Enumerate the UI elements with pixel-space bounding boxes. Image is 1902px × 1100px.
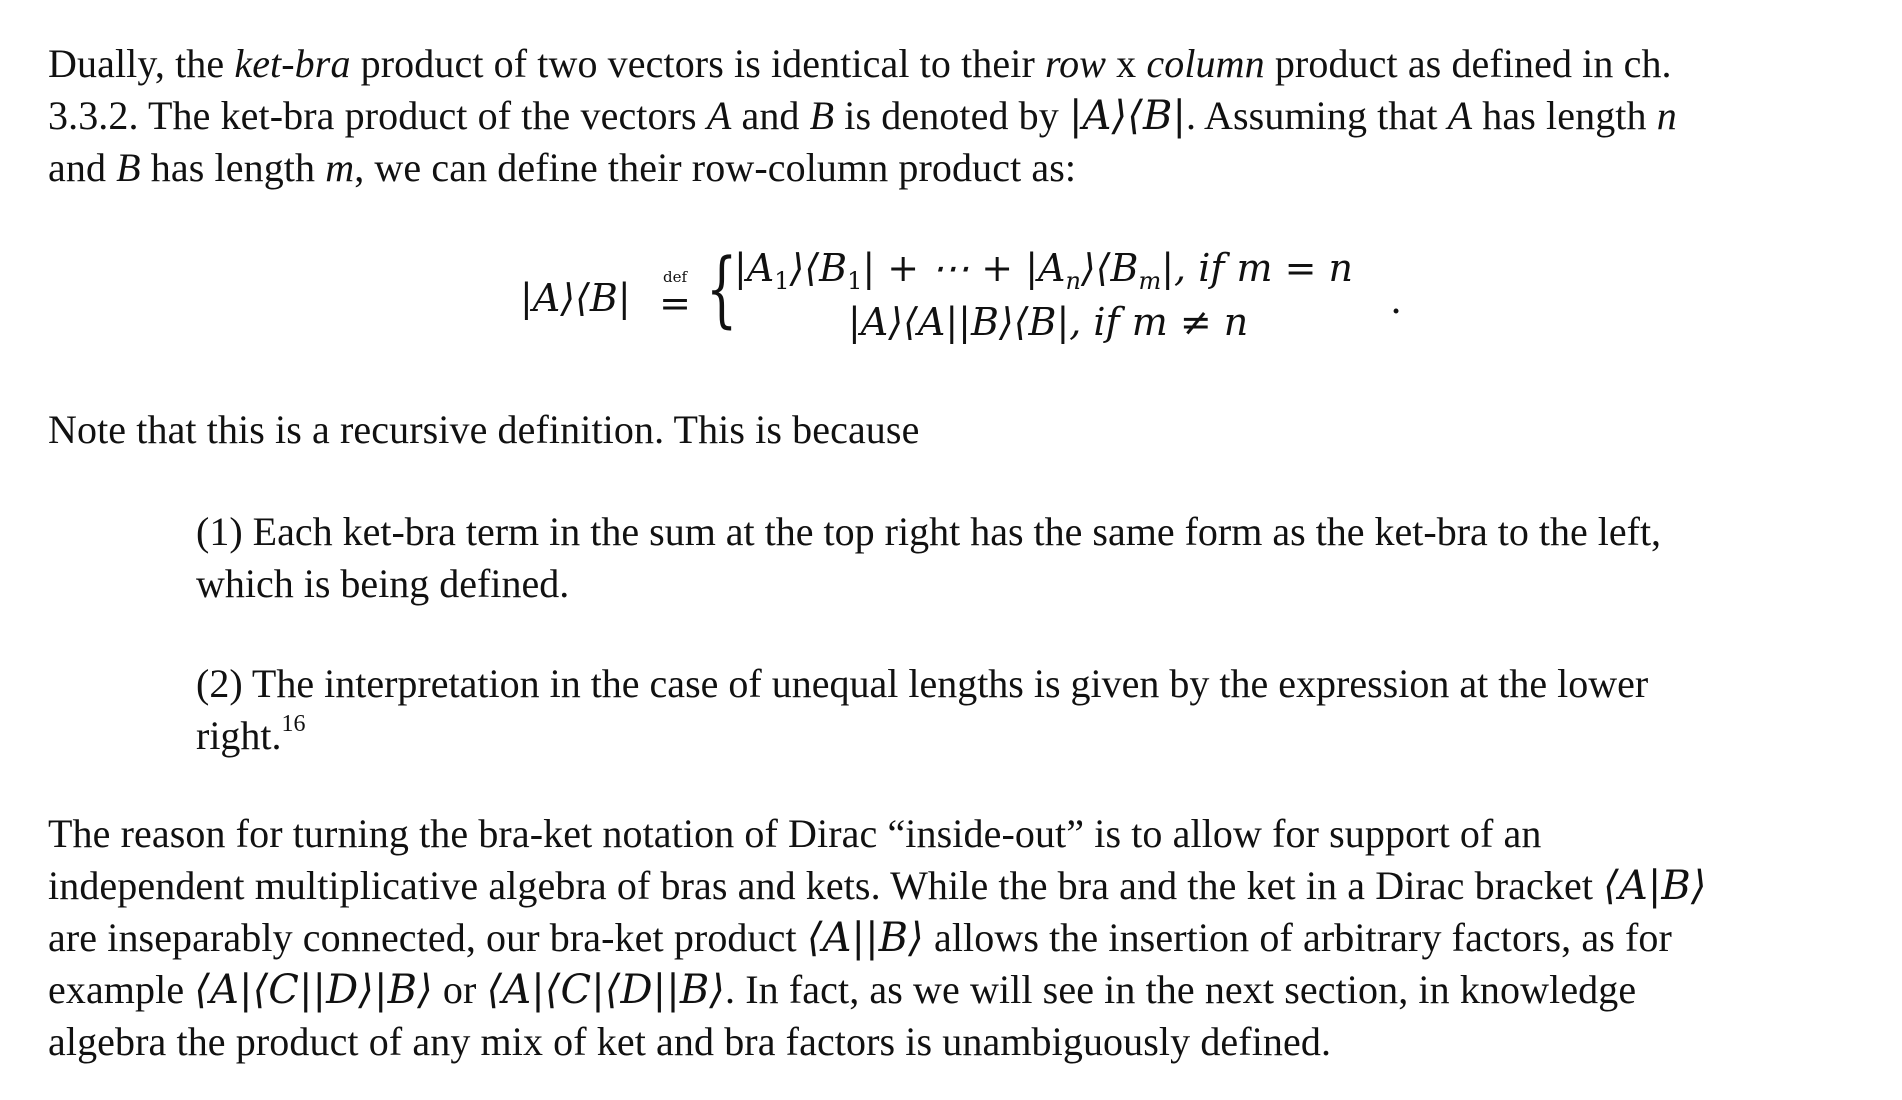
- def-label: def: [662, 268, 688, 286]
- equation-case-unequal-length: |A⟩⟨A||B⟩⟨B|, if m ≠ n: [848, 300, 1249, 344]
- closing-line-5: algebra the product of any mix of ket and bra factors is unambiguously defined.: [48, 1019, 1332, 1064]
- intro-line-3: and B has length m, we can define their row-column product as:: [48, 145, 1077, 190]
- def-equals: =: [659, 281, 691, 325]
- closing-line-4: example ⟨A|⟨C||D⟩|B⟩ or ⟨A|⟨C|⟨D||B⟩. In fact, as we will see in the next section, in knowledge: [48, 967, 1637, 1013]
- closing-line-1: The reason for turning the bra-ket notation of Dirac “inside-out” is to allow for support of an: [48, 811, 1542, 856]
- item1-line-1: (1) Each ket-bra term in the sum at the top right has the same form as the ket-bra to the left,: [196, 509, 1662, 554]
- list-item-1: [196, 506, 1876, 610]
- cases-brace: {: [706, 242, 738, 337]
- equation-case-equal-length: $|A_1⟩⟨B_1|$ + ⋯ + $|A_n⟩⟨B_m|$, if m = n: [734, 246, 1354, 295]
- closing-line-3: are inseparably connected, our bra-ket product ⟨A||B⟩ allows the insertion of arbitrary factors, as for: [48, 915, 1672, 961]
- item2-line-2: right.$^{16}$: [196, 711, 306, 758]
- equation-trailing-dot: .: [1390, 278, 1403, 322]
- note-line: Note that this is a recursive definition. This is because: [48, 407, 920, 452]
- footnote-marker: 16: [281, 711, 306, 737]
- item1-line-2: which is being defined.: [196, 561, 570, 606]
- recursive-note-paragraph: [48, 404, 1868, 456]
- defined-as-symbol: [658, 268, 692, 325]
- equation-lhs: |A⟩⟨B|: [520, 276, 631, 320]
- closing-paragraph: [48, 808, 1868, 1068]
- closing-line-2: independent multiplicative algebra of bras and kets. While the bra and the ket in a Dirac bracket ⟨A|B⟩: [48, 863, 1707, 909]
- ket-bra-definition-equation: [520, 240, 1420, 360]
- intro-paragraph: [48, 38, 1868, 194]
- item2-line-1: (2) The interpretation in the case of unequal lengths is given by the expression at the lower: [196, 661, 1649, 706]
- intro-line-2: 3.3.2. The ket-bra product of the vectors A and B is denoted by |A⟩⟨B|. Assuming that A has length n: [48, 93, 1677, 139]
- list-item-2: [196, 658, 1876, 762]
- intro-line-1: Dually, the ket-bra product of two vectors is identical to their row x column product as defined in ch.: [48, 41, 1672, 86]
